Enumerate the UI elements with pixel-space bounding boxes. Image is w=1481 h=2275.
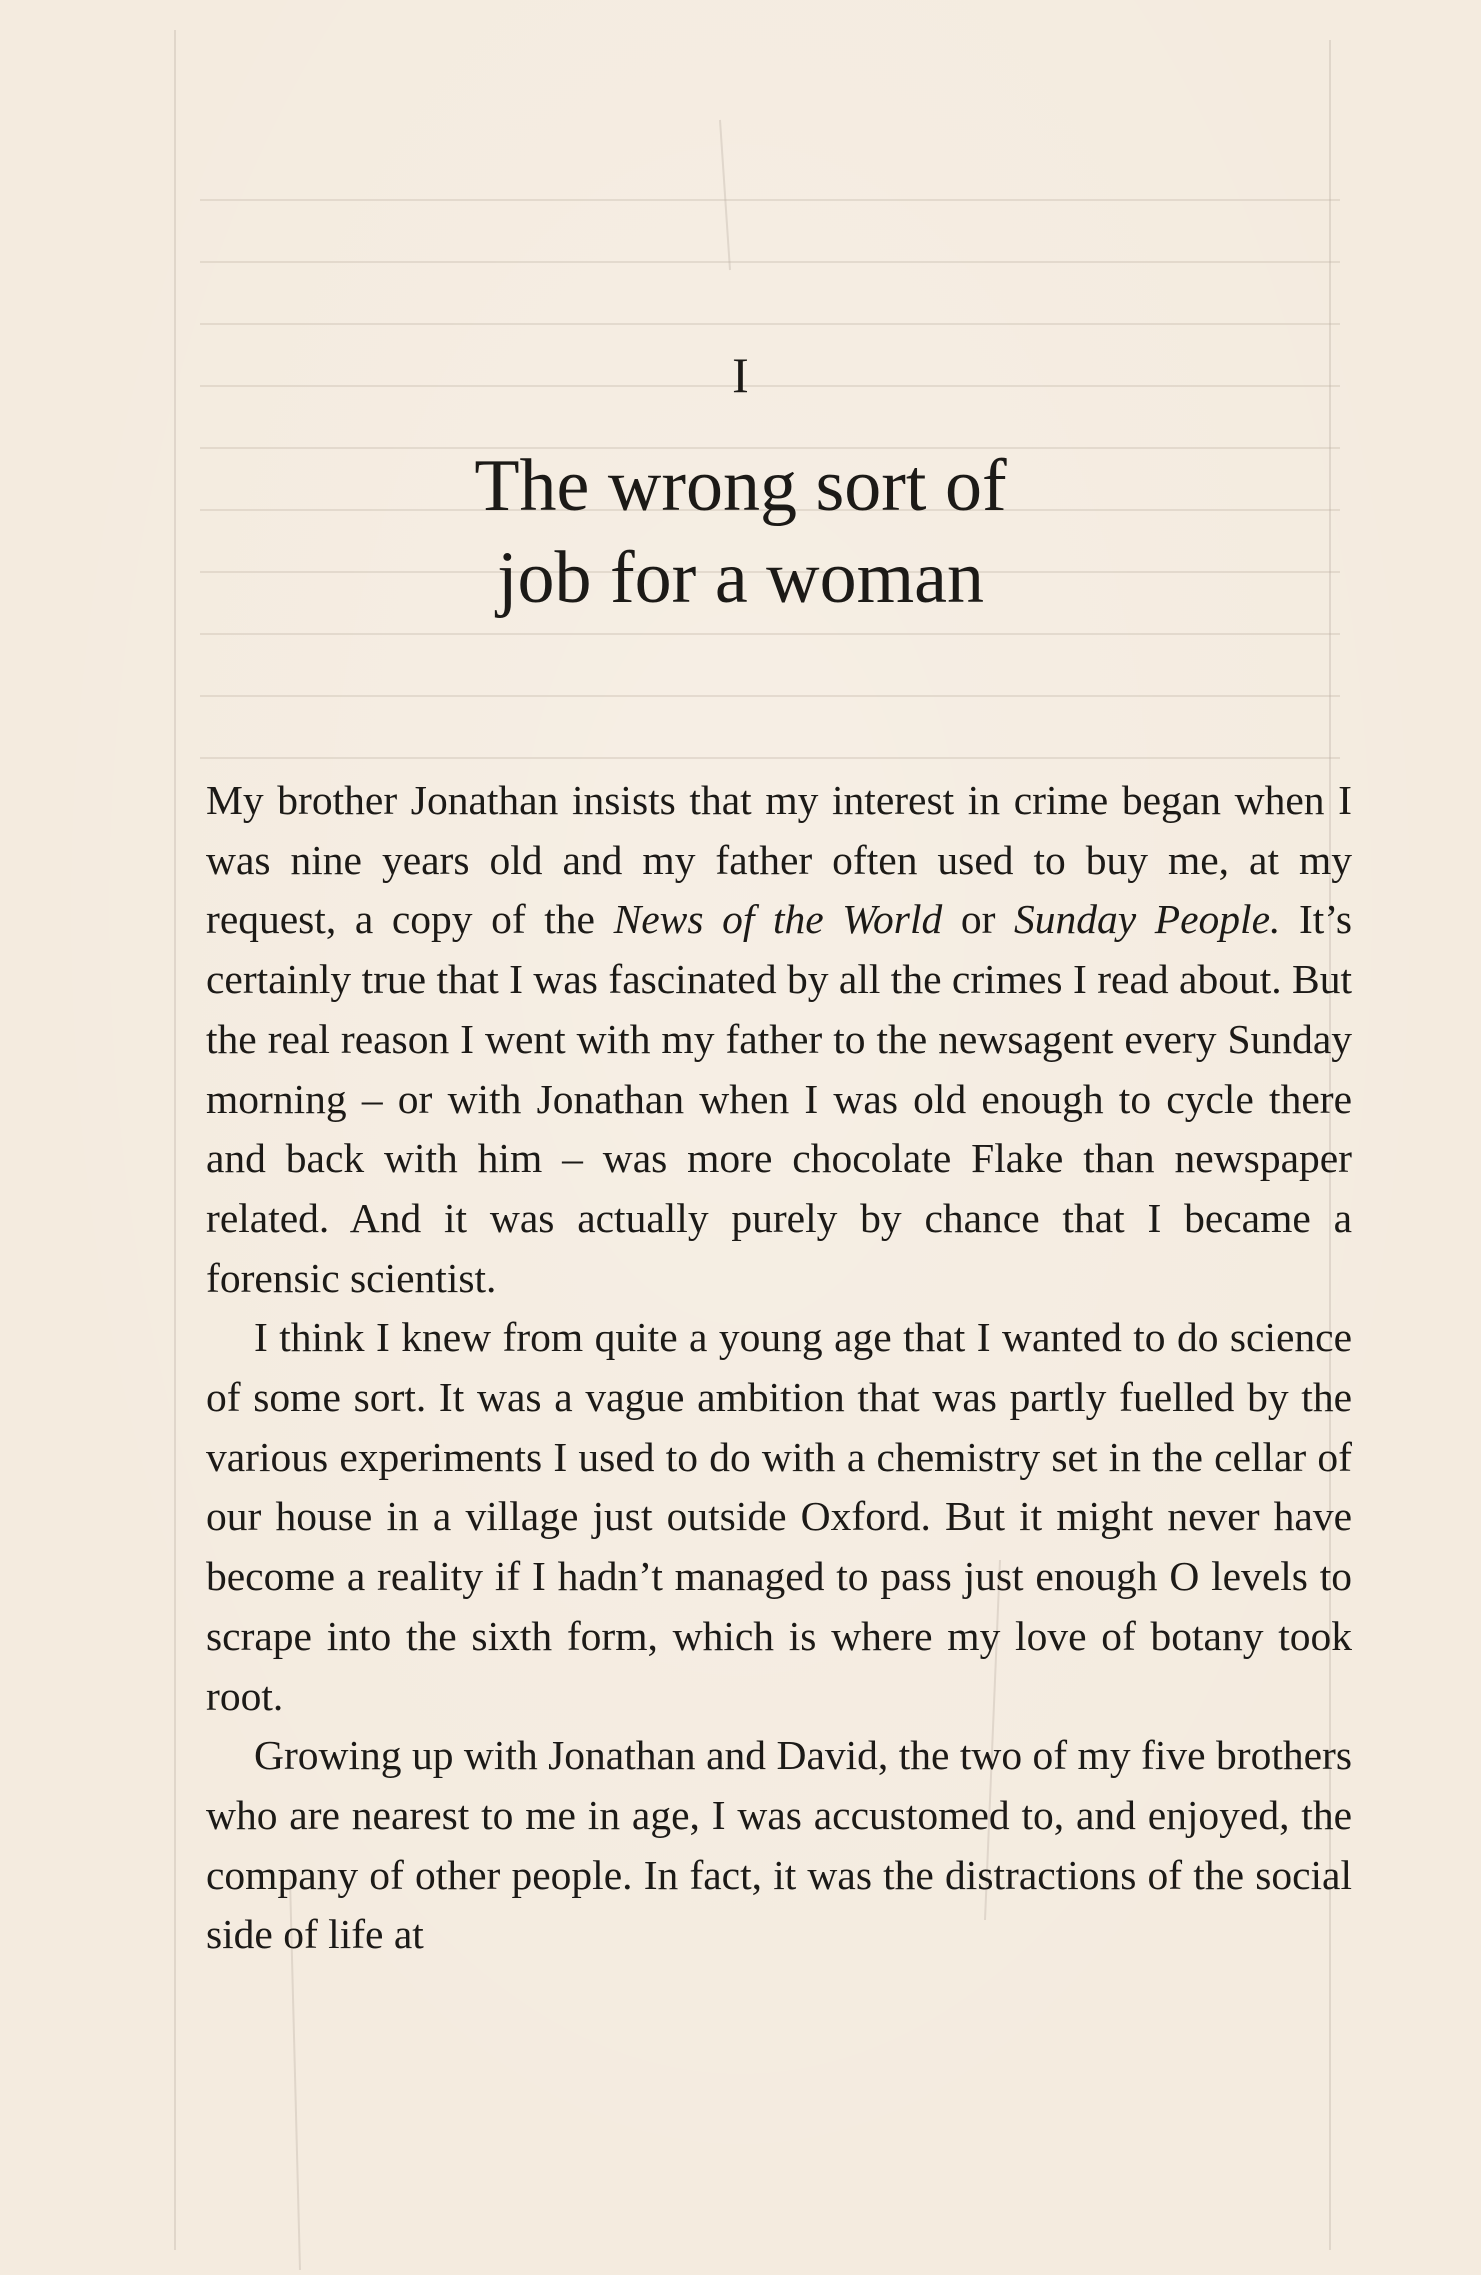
chapter-title-line-1: The wrong sort of [474, 445, 1007, 527]
paragraph-1 [206, 771, 1352, 1308]
body-text [206, 771, 1352, 1965]
italic-title-sunday-people: Sunday People. [1014, 896, 1281, 943]
paragraph-2: I think I knew from quite a young age that I wanted to do science of some sort. It was a vague ambition that was partly fuelled by the various experiments I used to do with a chemistry set in the cellar of our house in a village just outside Oxford. But it might never have become a reality if I hadn’t managed to pass just enough O levels to scrape into the sixth form, which is where my love of botany took root. [206, 1314, 1352, 1719]
chapter-title [0, 440, 1481, 624]
italic-title-news-of-the-world: News of the World [613, 896, 943, 943]
paragraph-1-text-b: or [942, 896, 1015, 943]
chapter-number: I [732, 347, 749, 403]
chapter-title-line-2: job for a woman [496, 537, 985, 619]
paragraph-1-text-c: It’s certainly true that I was fascinated by all the crimes I read about. But the real reason I went with my father to the newsagent every Sunday morning – or with Jonathan when I was old enough to cycle there and back with him – was more chocolate Flake than newspaper related. And it was actually purely by chance that I became a forensic scientist. [206, 896, 1353, 1301]
paragraph-3: Growing up with Jonathan and David, the two of my five brothers who are nearest to me in age, I was accustomed to, and enjoyed, the company of other people. In fact, it was the distractions of the social side of life at [206, 1732, 1352, 1958]
paragraph-1-text-a: My brother Jonathan insists that my interest in crime began when I was nine years old and my father often used to buy me, at my request, a copy of the [206, 777, 1352, 943]
